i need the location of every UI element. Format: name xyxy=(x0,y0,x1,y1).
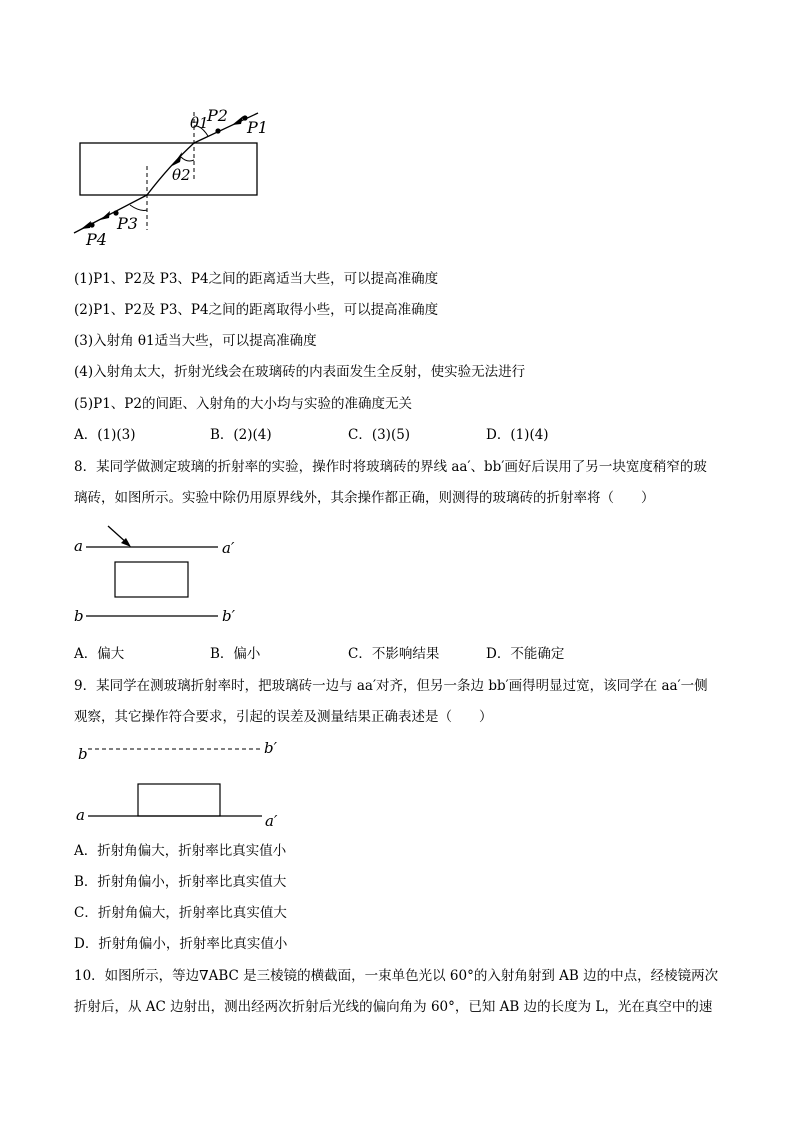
q8-stem-line2: 璃砖，如图所示。实验中除仍用原界线外，其余操作都正确，则测得的玻璃砖的折射率将（ ） xyxy=(74,490,655,506)
q8-option-a[interactable]: A．偏大 xyxy=(74,646,125,662)
q9-stem-line2: 观察，其它操作符合要求，引起的误差及测量结果正确表述是（ ） xyxy=(74,709,493,725)
q7-option-a[interactable]: A．(1)(3) xyxy=(74,427,136,443)
narrow-glass-block xyxy=(115,562,188,597)
q7-option-c[interactable]: C．(3)(5) xyxy=(348,427,411,443)
theta2-arc xyxy=(181,157,194,161)
arrow-incident xyxy=(232,116,243,125)
label-p2: P2 xyxy=(207,106,228,125)
exit-angle-arc xyxy=(130,205,147,210)
label-p3: P3 xyxy=(117,214,138,233)
label-b: b xyxy=(78,745,88,763)
q7-option-d[interactable]: D．(1)(4) xyxy=(486,427,549,443)
label-a: a xyxy=(74,537,83,555)
label-theta2: θ2 xyxy=(172,166,191,184)
statement-2: (2)P1、P2及 P3、P4之间的距离取得小些，可以提高准确度 xyxy=(74,302,439,318)
q10-stem-line1: 10．如图所示，等边∇ABC 是三棱镜的横截面，一束单色光以 60°的入射角射到 AB 边的中点，经棱镜两次 xyxy=(74,968,719,984)
statement-5: (5)P1、P2的间距、入射角的大小均与实验的准确度无关 xyxy=(74,396,412,412)
pin-p4 xyxy=(89,222,94,227)
label-a: a xyxy=(76,806,85,824)
statement-3: (3)入射角 θ1适当大些，可以提高准确度 xyxy=(74,333,317,349)
label-b: b xyxy=(74,607,84,625)
statement-1: (1)P1、P2及 P3、P4之间的距离适当大些，可以提高准确度 xyxy=(74,271,439,287)
label-b-prime: b′ xyxy=(222,607,236,625)
label-a-prime: a′ xyxy=(222,539,235,557)
label-theta1: θ1 xyxy=(190,114,209,132)
label-b-prime: b′ xyxy=(264,739,278,757)
label-a-prime: a′ xyxy=(265,812,278,830)
q8-figure xyxy=(0,520,794,650)
q9-option-a[interactable]: A．折射角偏大，折射率比真实值小 xyxy=(74,843,287,859)
label-p4: P4 xyxy=(86,230,107,249)
q7-option-b[interactable]: B．(2)(4) xyxy=(210,427,272,443)
q9-option-c[interactable]: C．折射角偏大，折射率比真实值大 xyxy=(74,905,287,921)
refraction-figure xyxy=(0,0,794,260)
q9-figure xyxy=(0,735,794,835)
glass-block xyxy=(138,784,220,816)
q9-option-d[interactable]: D．折射角偏小，折射率比真实值小 xyxy=(74,936,288,952)
statement-4: (4)入射角太大，折射光线会在玻璃砖的内表面发生全反射，使实验无法进行 xyxy=(74,364,526,380)
label-p1: P1 xyxy=(247,118,268,137)
q8-option-d[interactable]: D．不能确定 xyxy=(486,646,565,662)
pin-p2 xyxy=(215,128,220,133)
q8-stem-line1: 8．某同学做测定玻璃的折射率的实验，操作时将玻璃砖的界线 aa′、bb′画好后误用了另一块宽度稍窄的玻 xyxy=(74,459,707,475)
q8-option-c[interactable]: C．不影响结果 xyxy=(348,646,440,662)
q8-option-b[interactable]: B．偏小 xyxy=(210,646,261,662)
q9-stem-line1: 9．某同学在测玻璃折射率时，把玻璃砖一边与 aa′对齐，但另一条边 bb′画得明显过宽，该同学在 aa′一侧 xyxy=(74,678,708,694)
q10-stem-line2: 折射后，从 AC 边射出，测出经两次折射后光线的偏向角为 60°，已知 AB 边的长度为 L，光在真空中的速 xyxy=(74,999,713,1015)
q9-option-b[interactable]: B．折射角偏小，折射率比真实值大 xyxy=(74,874,287,890)
